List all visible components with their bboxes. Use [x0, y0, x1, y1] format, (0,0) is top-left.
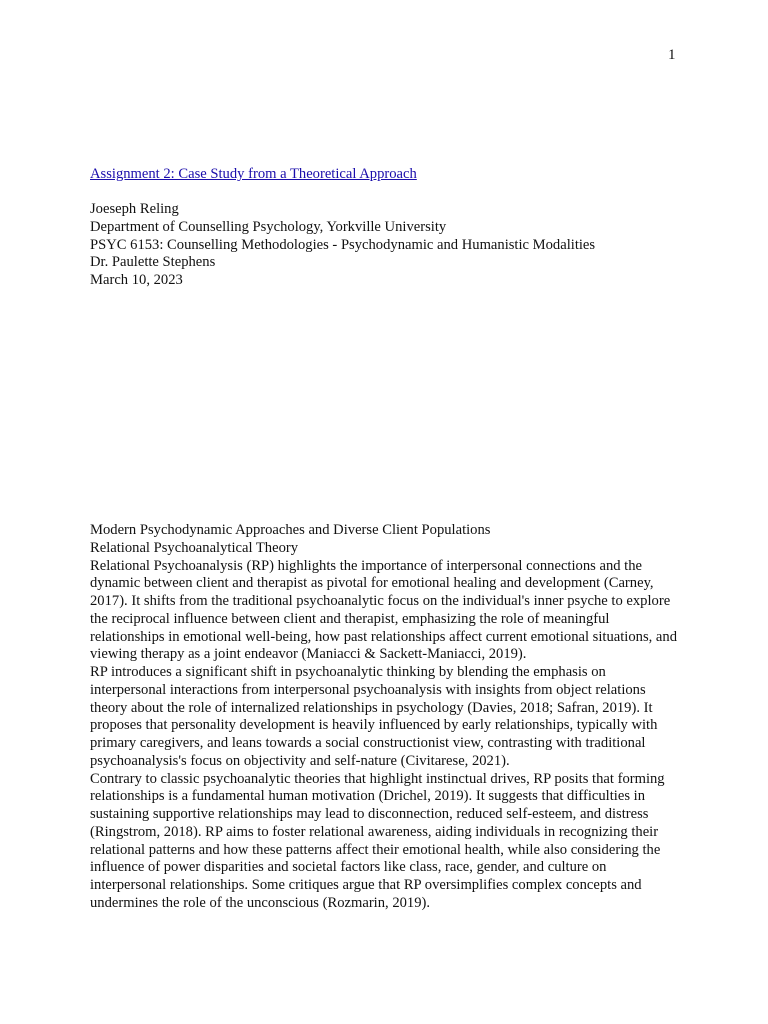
instructor-name: Dr. Paulette Stephens	[90, 254, 216, 271]
assignment-title-link[interactable]: Assignment 2: Case Study from a Theoretical Approach	[90, 166, 417, 182]
author-info-block	[90, 201, 690, 290]
department: Department of Counselling Psychology, Yorkville University	[90, 218, 447, 235]
submission-date: March 10, 2023	[90, 272, 183, 289]
course-title: PSYC 6153: Counselling Methodologies - Psychodynamic and Humanistic Modalities	[90, 236, 596, 253]
paragraph: RP introduces a significant shift in psychoanalytic thinking by blending the emphasis on interpersonal interactions from interpersonal psychoanalysis with insights from object relations theory about the role of internalized relationships in psychology (Davies, 2018; Safran, 2019). It proposes that personality development is heavily influenced by early relationships, typically with primary caregivers, and leans towards a social constructionist view, contrasting with traditional psychoanalysis's focus on objectivity and self-nature (Civitarese, 2021).	[90, 664, 658, 769]
section-heading: Modern Psychodynamic Approaches and Diverse Client Populations	[90, 522, 491, 538]
title-block	[90, 165, 680, 183]
author-name: Joeseph Reling	[90, 201, 179, 217]
paragraph: Relational Psychoanalysis (RP) highlights the importance of interpersonal connections and the dynamic between client and therapist as pivotal for emotional healing and development (Carney, 2017). It shifts from the traditional psychoanalytic focus on the individual's inner psyche to explore the reciprocal influence between client and therapist, emphasizing the role of meaningful relationships in emotional well-being, how past relationships affect current emotional situations, and viewing therapy as a joint endeavor (Maniacci & Sackett-Maniacci, 2019).	[90, 557, 677, 663]
page-number: 1	[668, 47, 676, 63]
paragraph: Contrary to classic psychoanalytic theories that highlight instinctual drives, RP posits that forming relationships is a fundamental human motivation (Drichel, 2019). It suggests that difficulties in sustaining supportive relationships may lead to disconnection, reduced self-esteem, and distress (Ringstrom, 2018). RP aims to foster relational awareness, aiding individuals in recognizing their relational patterns and how these patterns affect their emotional health, while also considering the influence of power disparities and societal factors like class, race, gender, and culture on interpersonal relationships. Some critiques argue that RP oversimplifies complex concepts and undermines the role of the unconscious (Rozmarin, 2019).	[90, 770, 665, 911]
subsection-heading: Relational Psychoanalytical Theory	[90, 539, 299, 556]
body-text	[90, 522, 682, 913]
